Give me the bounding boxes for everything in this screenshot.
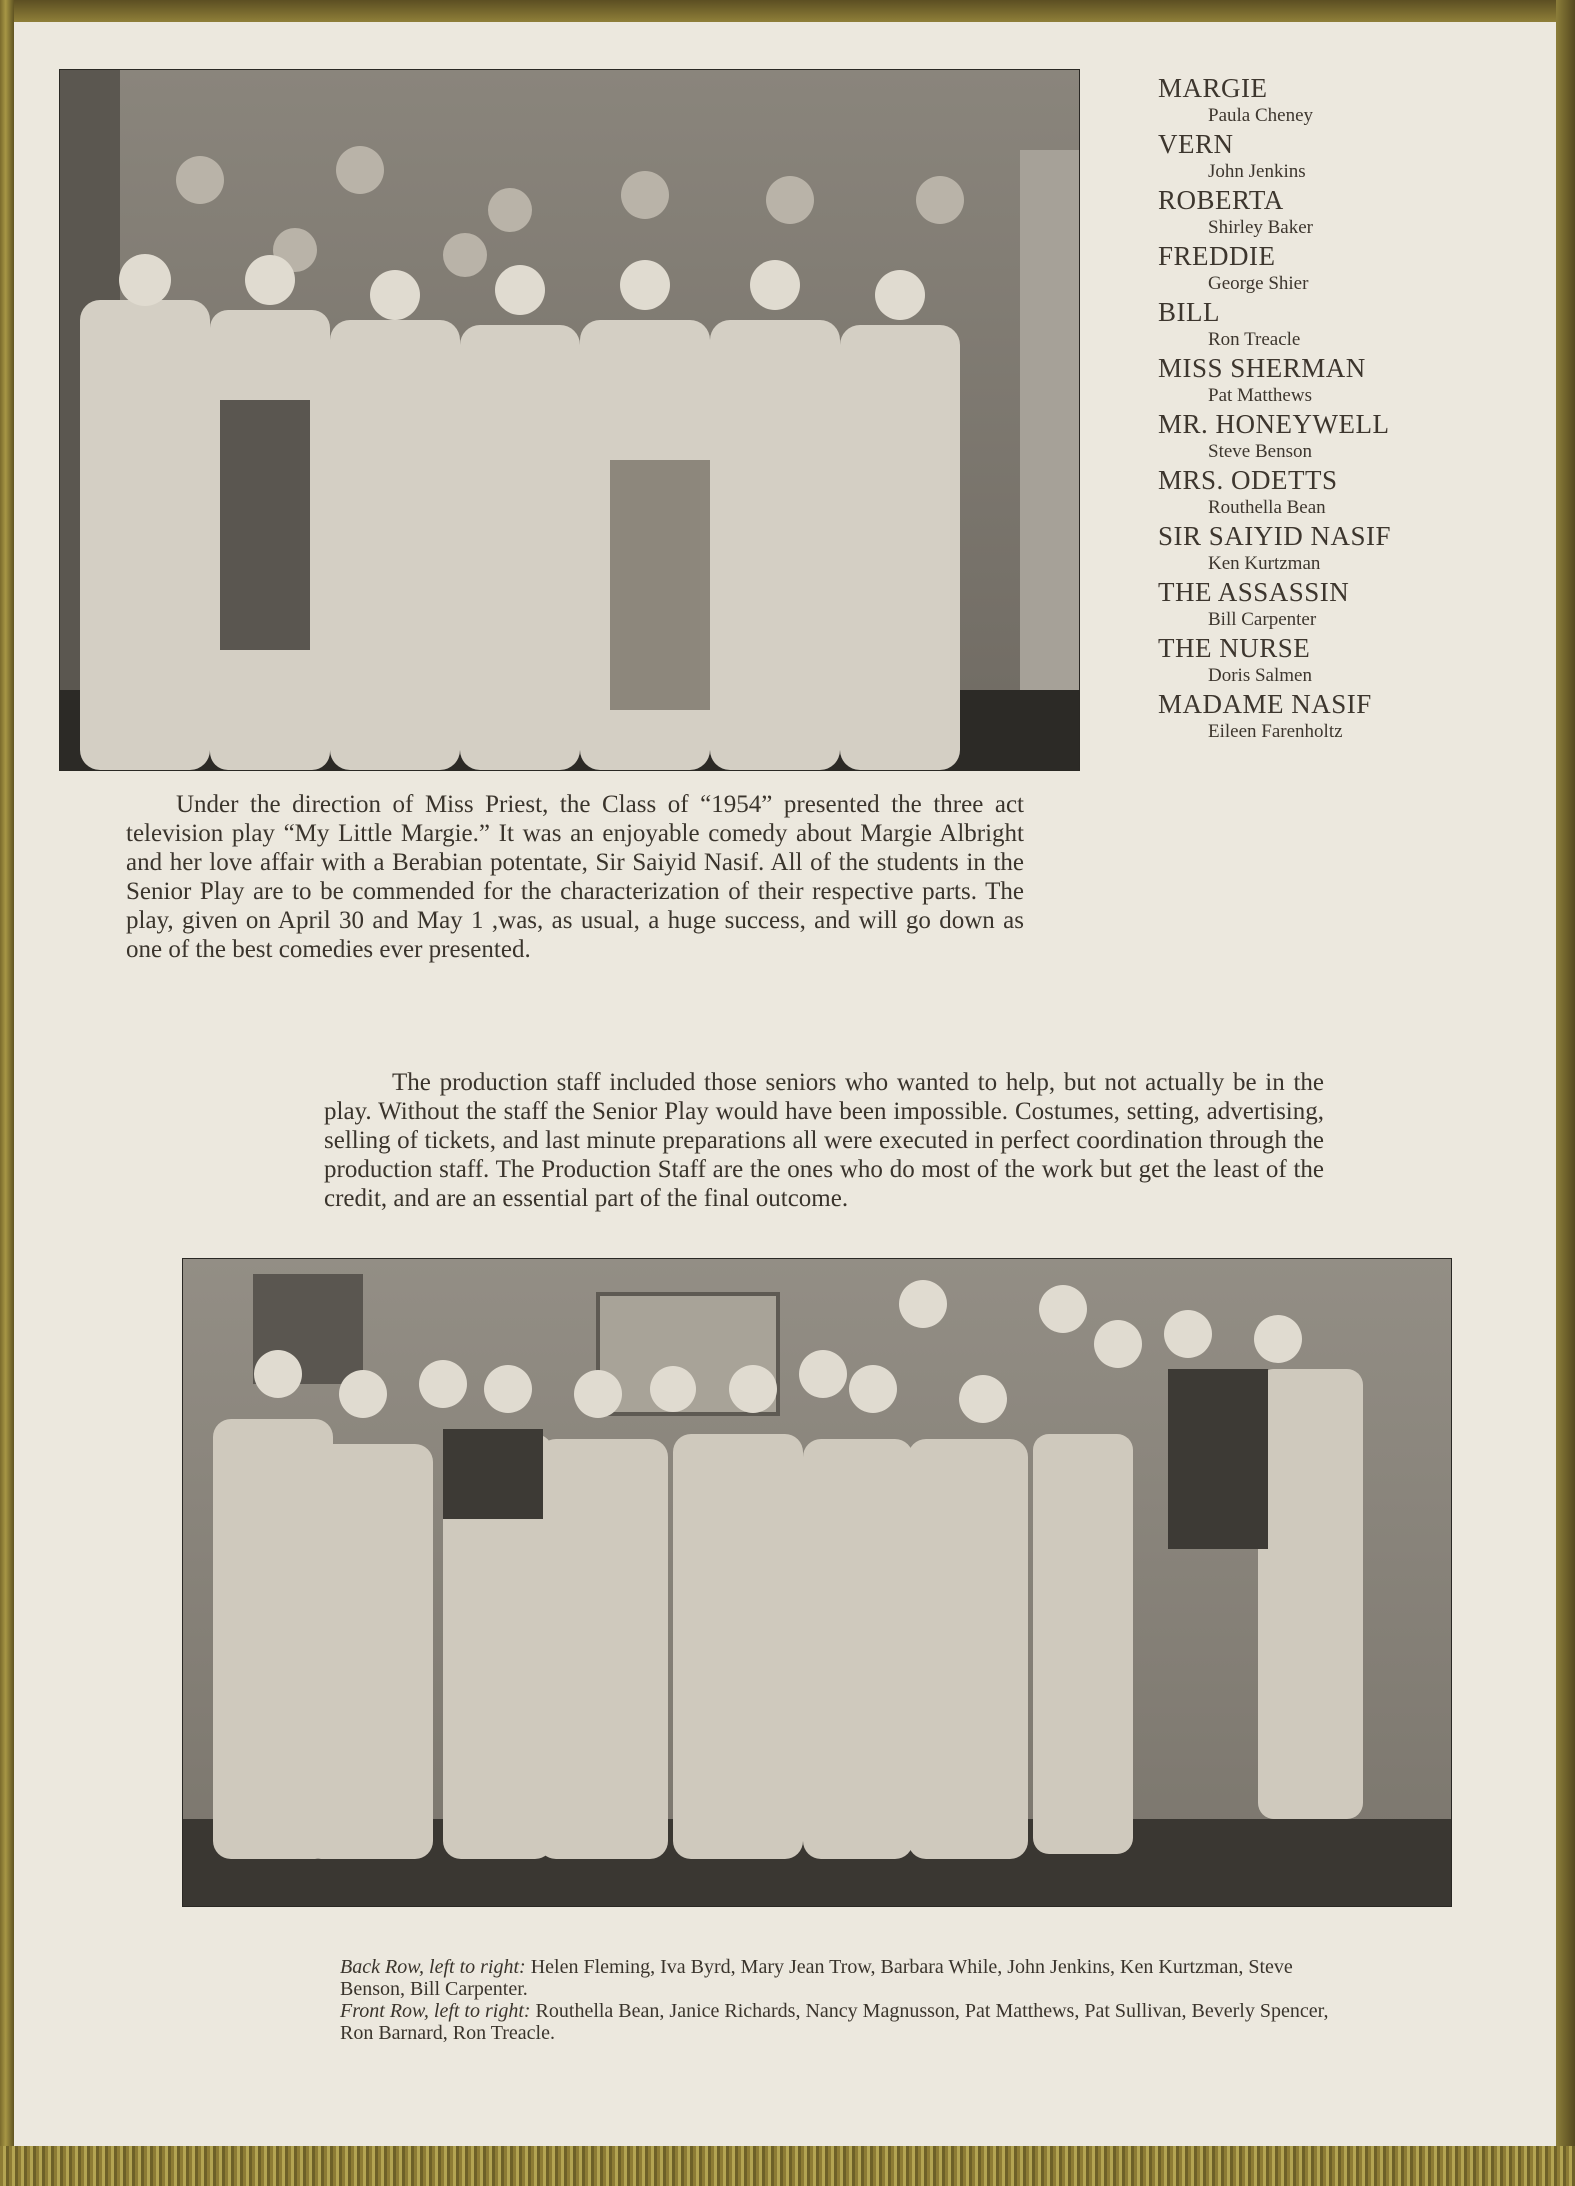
role-name: MR. HONEYWELL xyxy=(1158,409,1390,439)
caption-front-row-names: Routhella Bean, Janice Richards, Nancy Magnusson, Pat Matthews, Pat Sullivan, Beverly Spencer, Ron Barnard, Ron Treacle. xyxy=(340,2000,1329,2044)
staff-photo-illustration xyxy=(183,1259,1451,1906)
yearbook-page xyxy=(14,22,1556,2146)
cast-entry-mrs-odetts xyxy=(1158,466,1518,522)
role-name: FREDDIE xyxy=(1158,241,1276,271)
role-name: THE NURSE xyxy=(1158,633,1311,663)
cast-entry-the-nurse xyxy=(1158,634,1518,690)
role-name: SIR SAIYID NASIF xyxy=(1158,521,1392,551)
actor-name: John Jenkins xyxy=(1208,161,1306,182)
actor-name: Ron Treacle xyxy=(1208,329,1301,350)
cast-entry-roberta xyxy=(1158,186,1518,242)
staff-photo-caption xyxy=(340,1956,1330,2044)
actor-name: George Shier xyxy=(1208,273,1309,294)
cast-entry-bill xyxy=(1158,298,1518,354)
actor-name: Doris Salmen xyxy=(1208,665,1312,686)
cast-group-photo xyxy=(59,69,1080,771)
cast-photo-illustration xyxy=(60,70,1079,770)
role-name: ROBERTA xyxy=(1158,185,1284,215)
cast-entry-sir-saiyid-nasif xyxy=(1158,522,1518,578)
cast-list xyxy=(1158,74,1518,746)
senior-play-paragraph: Under the direction of Miss Priest, the Class of “1954” presented the three act television play “My Little Margie.” It was an enjoyable comedy about Margie Albright and her love affair with a Berabian potentate, Sir Saiyid Nasif. All of the students in the Senior Play are to be commended for the characterization of their respective parts. The play, given on April 30 and May 1 ,was, as usual, a huge success, and will go down as one of the best comedies ever presented. xyxy=(126,791,1024,963)
book-binding-left xyxy=(0,0,14,2186)
actor-name: Pat Matthews xyxy=(1208,385,1312,406)
caption-back-row-names: Helen Fleming, Iva Byrd, Mary Jean Trow, Barbara While, John Jenkins, Ken Kurtzman, Steve Benson, Bill Carpenter. xyxy=(340,1956,1293,2000)
production-staff-photo xyxy=(182,1258,1452,1907)
caption-front-row-label: Front Row, left to right: xyxy=(340,2000,531,2022)
book-binding-bottom xyxy=(0,2146,1575,2186)
cast-entry-freddie xyxy=(1158,242,1518,298)
role-name: MRS. ODETTS xyxy=(1158,465,1338,495)
cast-entry-the-assassin xyxy=(1158,578,1518,634)
actor-name: Steve Benson xyxy=(1208,441,1312,462)
actor-name: Ken Kurtzman xyxy=(1208,553,1321,574)
actor-name: Routhella Bean xyxy=(1208,497,1326,518)
cast-entry-vern xyxy=(1158,130,1518,186)
actor-name: Shirley Baker xyxy=(1208,217,1314,238)
cast-entry-madame-nasif xyxy=(1158,690,1518,746)
actor-name: Paula Cheney xyxy=(1208,105,1314,126)
production-staff-paragraph: The production staff included those seniors who wanted to help, but not actually be in the play. Without the staff the Senior Play would have been impossible. Costumes, setting, advertising, selling of tickets, and last minute preparations all were executed in perfect coordination through the production staff. The Production Staff are the ones who do most of the work but get the least of the credit, and are an essential part of the final outcome. xyxy=(324,1069,1324,1212)
role-name: MISS SHERMAN xyxy=(1158,353,1366,383)
role-name: MADAME NASIF xyxy=(1158,689,1372,719)
book-binding-top xyxy=(0,0,1575,22)
actor-name: Eileen Farenholtz xyxy=(1208,721,1343,742)
role-name: BILL xyxy=(1158,297,1220,327)
book-binding-right xyxy=(1556,0,1575,2186)
actor-name: Bill Carpenter xyxy=(1208,609,1317,630)
role-name: VERN xyxy=(1158,129,1234,159)
cast-entry-mr-honeywell xyxy=(1158,410,1518,466)
cast-entry-margie xyxy=(1158,74,1518,130)
caption-back-row-label: Back Row, left to right: xyxy=(340,1956,526,1978)
role-name: MARGIE xyxy=(1158,73,1268,103)
cast-entry-miss-sherman xyxy=(1158,354,1518,410)
role-name: THE ASSASSIN xyxy=(1158,577,1350,607)
